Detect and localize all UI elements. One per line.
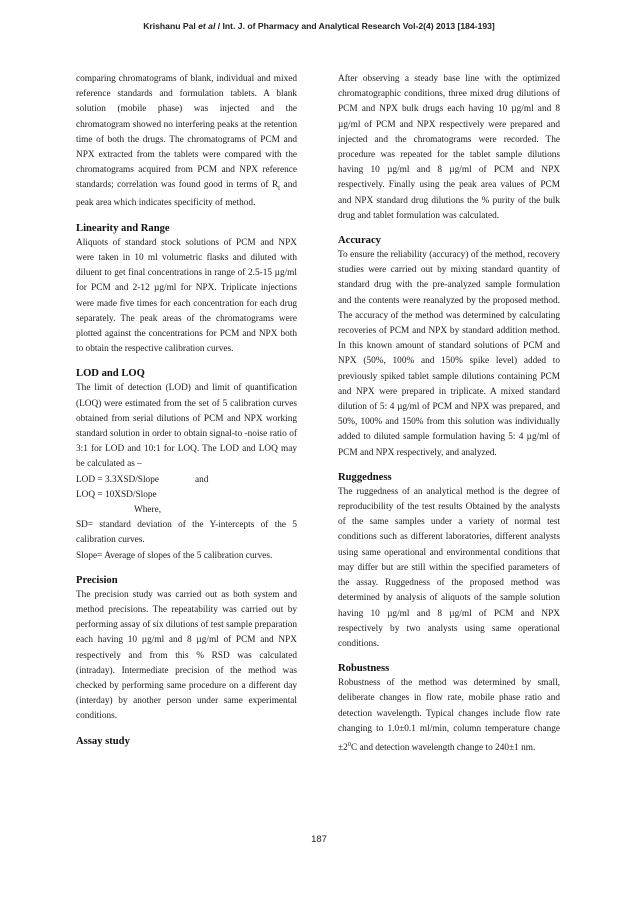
- linearity-paragraph: Aliquots of standard stock solutions of PCM and NPX were taken in 10 ml volumetric flasks and diluted with diluent to get final concentrations in range of 2.5-15 µg/ml for PCM and 2-12 µg/ml for NPX. Triplicate injections were made five times for each concentration for each drug separately. The peak areas of the chromatograms were plotted against the concentrations for PCM and NPX both to obtain the respective calibration curves.: [76, 237, 297, 355]
- sd-definition: SD= standard deviation of the Y-intercepts of the 5 calibration curves.: [76, 520, 297, 546]
- heading-assay: Assay study: [76, 735, 130, 747]
- formula-lod: LOD = 3.3XSD/Slope: [76, 474, 159, 485]
- where-label: Where,: [134, 504, 162, 515]
- accuracy-paragraph: To ensure the reliability (accuracy) of the method, recovery studies were carried out by mixing standard quantity of standard drug with the pre-analyzed sample formulation and the contents were reanalyzed by the proposed method. The accuracy of the method was determined by calculating recoveries of PCM and NPX by standard addition method. In this known amount of standard solutions of PCM and NPX (50%, 100% and 150% spike level) added to previously spiked tablet sample dilutions containing PCM and NPX were prepared in triplicate. A mixed standard dilution of 5: 4 µg/ml of PCM and NPX was prepared, and 50%, 100% and 150% from this solution was individually added to diluted sample formulation having 5: 4 µg/ml of PCM and NPX respectively, and analyzed.: [338, 250, 560, 458]
- heading-linearity: Linearity and Range: [76, 222, 170, 234]
- degree-superscript: 0: [347, 740, 352, 748]
- lod-formula-line: [76, 473, 297, 488]
- precision-paragraph: The precision study was carried out as both system and method precisions. The repeatability was carried out by performing assay of six dilutions of test sample preparation each having 10 µg/ml and 8 µg/ml of PCM and NPX respectively and from this % RSD was calculated (intraday). Intermediate precision of the method was checked by performing same procedure on a different day (interday) by another person under same experimental conditions.: [76, 589, 298, 722]
- ruggedness-paragraph: The ruggedness of an analytical method is the degree of reproducibility of the test results Obtained by the analysts of the same samples under a variety of normal test conditions such as different laboratories, different analysts using same operational and environmental conditions that may differ but are still within the specified parameters of the assay. Ruggedness of the proposed method was determined by analysis of aliquots of the sample solution having 10 µg/ml and 8 µg/ml of PCM and NPX respectively by two analysts using same operational conditions.: [338, 486, 560, 649]
- formula-and: and: [194, 474, 209, 485]
- assay-paragraph: After observing a steady base line with the optimized chromatographic conditions, three mixed drug dilutions of PCM and NPX bulk drugs each having 10 µg/ml and 8 µg/ml of PCM and NPX respectively were prepared and injected and the chromatograms were recorded. The procedure was repeated for the tablet sample dilutions having 10 µg/ml and 8 µg/ml of PCM and NPX respectively. Finally using the peak area values of PCM and NPX standard drug dilutions the % purity of the bulk drug and tablet formulation was calculated.: [338, 74, 560, 221]
- heading-lod-loq: LOD and LOQ: [76, 368, 145, 380]
- slope-definition: Slope= Average of slopes of the 5 calibration curves.: [76, 550, 273, 561]
- page-number: 187: [311, 834, 327, 845]
- header-journal: / Int. J. of Pharmacy and Analytical Research Vol-2(4) 2013 [184-193]: [217, 21, 495, 31]
- heading-accuracy: Accuracy: [338, 235, 381, 247]
- header-authors: Krishanu Pal: [143, 21, 196, 31]
- heading-ruggedness: Ruggedness: [338, 471, 392, 483]
- robustness-paragraph: Robustness of the method was determined by small, deliberate changes in flow rate, mobile phase ratio and detection wavelength. Typical changes include flow rate changing to 1.0±0.1 ml/min, column temperature change $\pm 2^0C$ and detection wavelength change to 240±1 nm.: [338, 678, 560, 754]
- specificity-paragraph: comparing chromatograms of blank, individual and mixed reference standards and formulation tablets. A blank solution (mobile phase) was injected and the chromatogram showed no interfering peaks at the retention time of both the drugs. The chromatograms of PCM and NPX extracted from the tablets were compared with the chromatograms acquired from PCM and NPX reference standards; correlation was found good in terms of $R_t$ and peak area which indicates specificity of method.: [76, 74, 297, 209]
- heading-precision: Precision: [76, 574, 118, 586]
- rt-subscript: t: [278, 184, 281, 193]
- header-et-al: et al: [198, 21, 216, 31]
- left-column: [76, 72, 297, 749]
- right-column: [338, 72, 560, 756]
- lod-paragraph: The limit of detection (LOD) and limit of quantification (LOQ) were estimated from the set of 5 calibration curves obtained from serial dilutions of PCM and NPX working standard solution in order to obtain signal-to -noise ratio of 3:1 for LOD and 10:1 for LOQ. The LOD and LOQ may be calculated as –: [76, 383, 297, 470]
- running-header: [0, 21, 638, 31]
- formula-loq: LOQ = 10XSD/Slope: [76, 489, 157, 500]
- heading-robustness: Robustness: [338, 663, 390, 675]
